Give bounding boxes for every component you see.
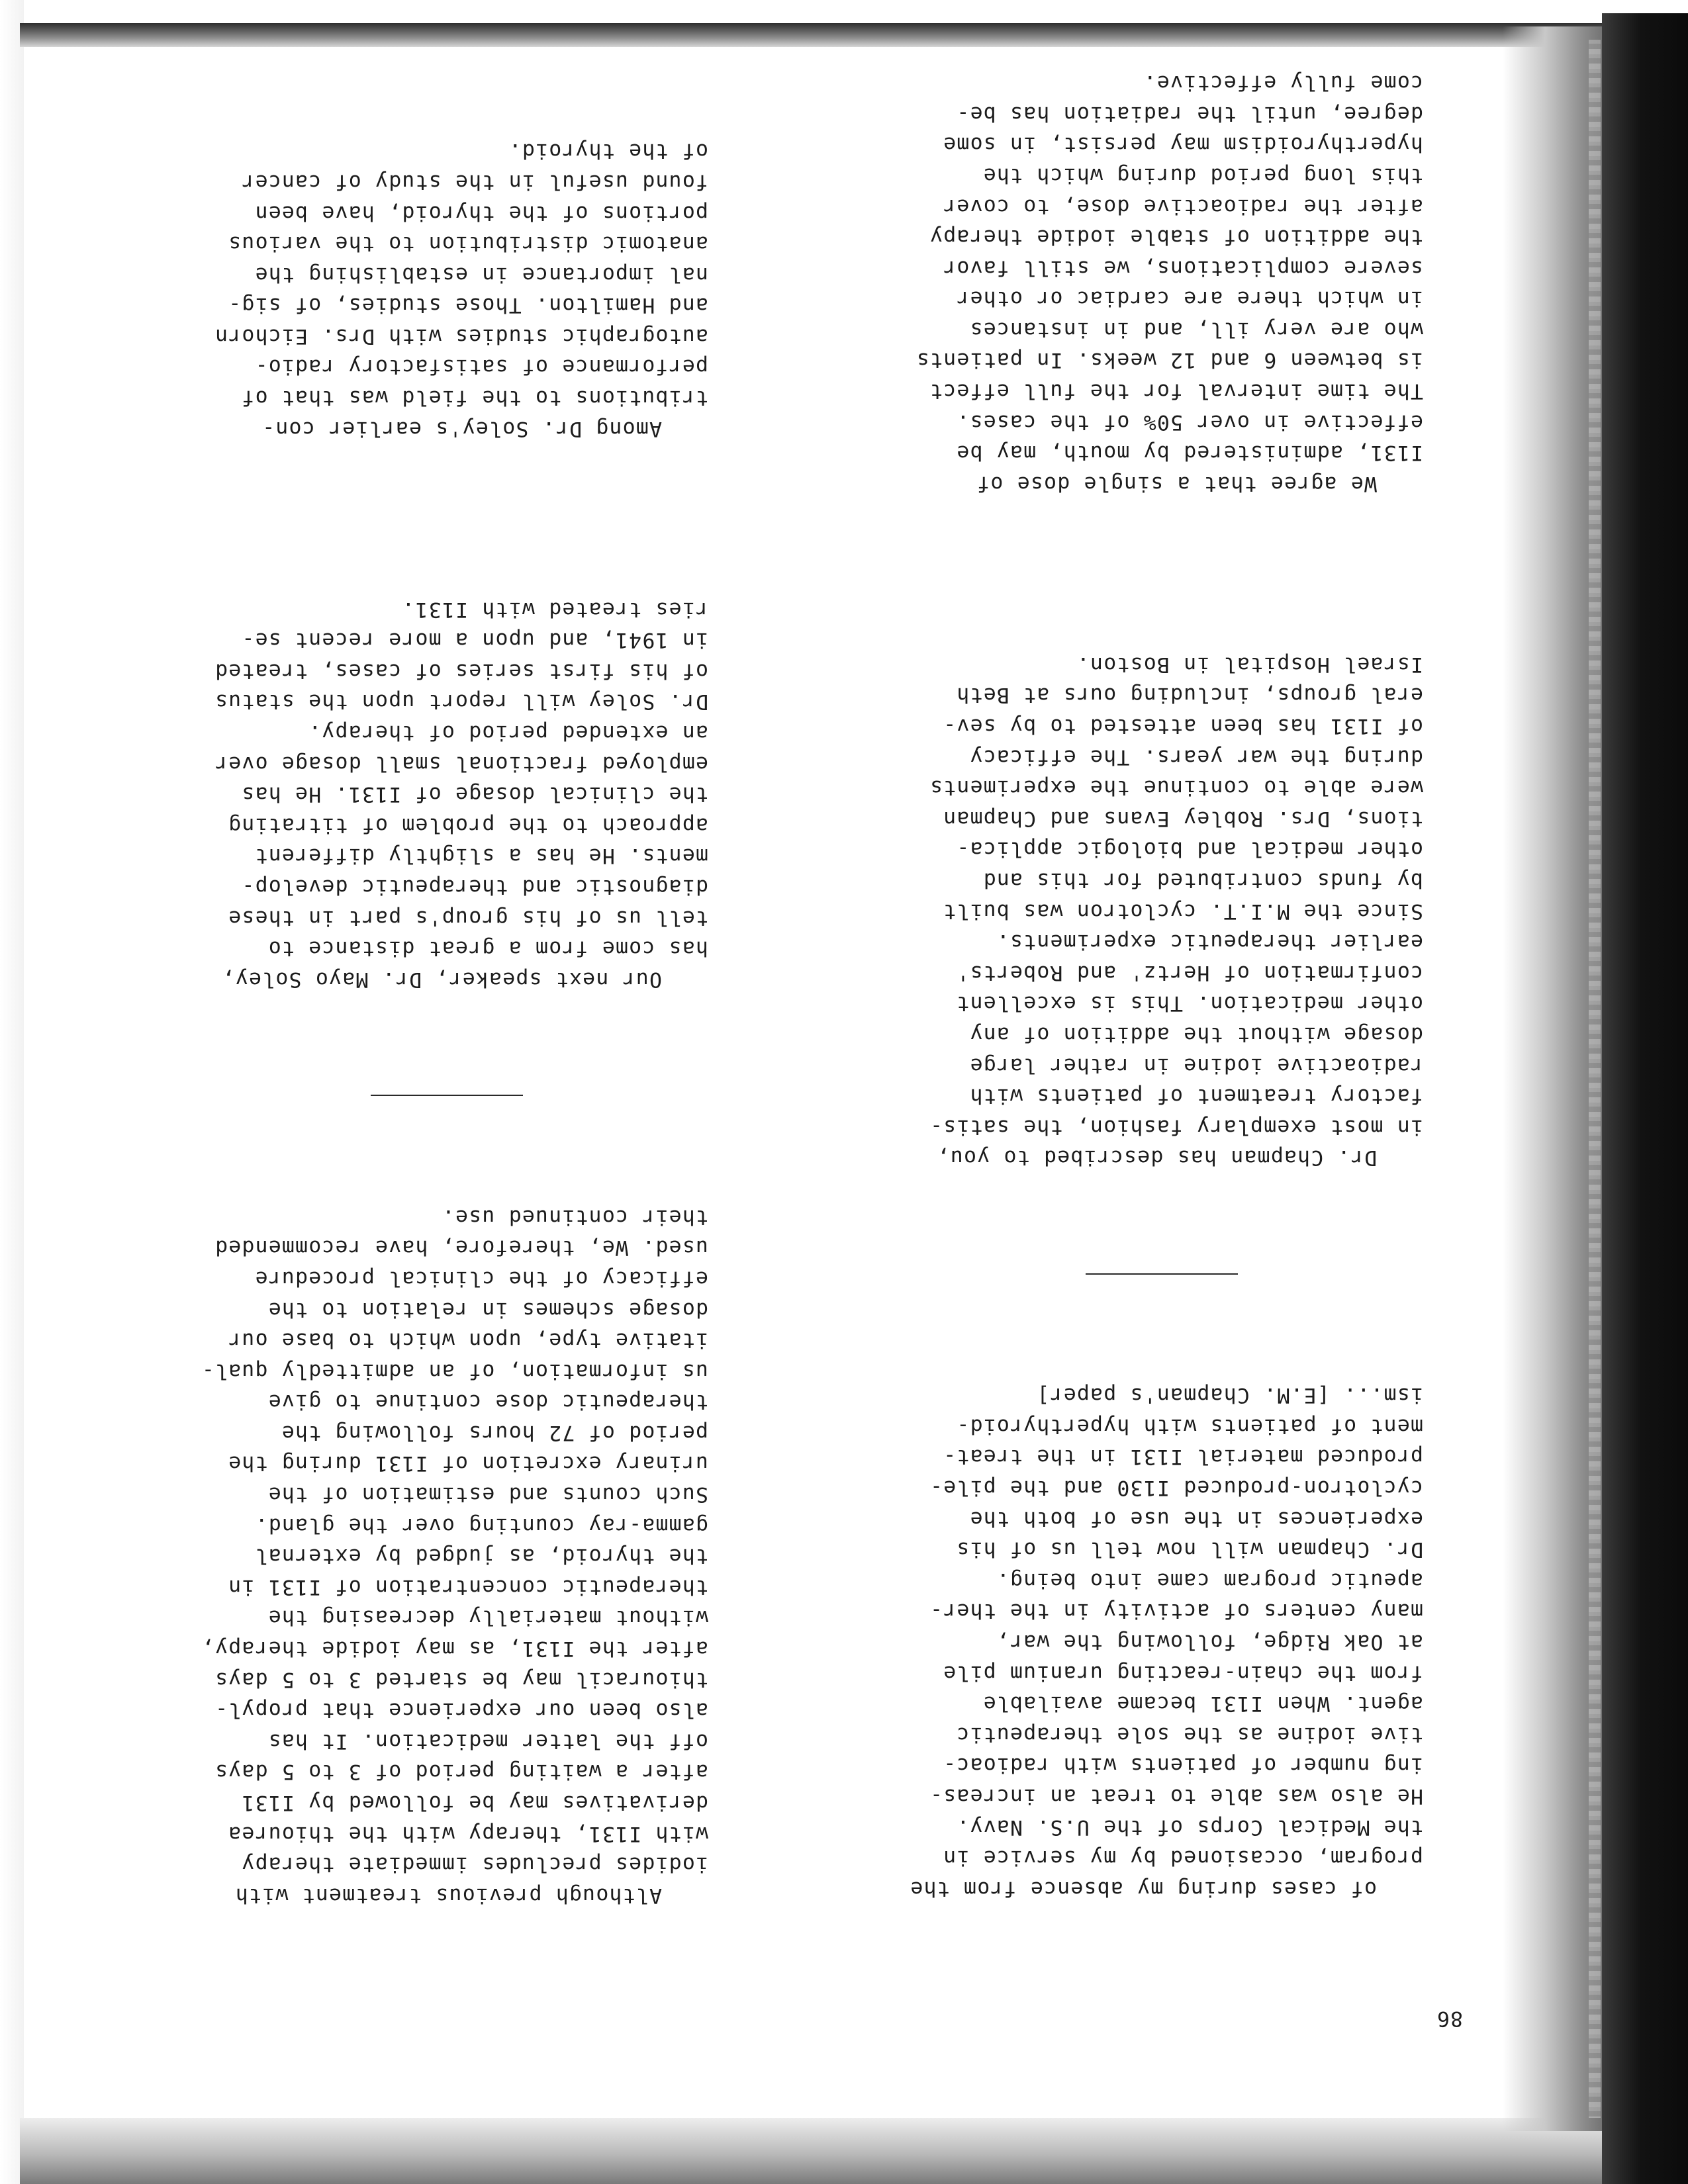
text-line: without materially decreasing the <box>267 1606 708 1630</box>
text-line: were able to continue the experiments <box>929 776 1423 800</box>
paragraph-gap <box>867 561 1423 587</box>
text-line: in most exemplary fashion, the satis- <box>929 1115 1423 1139</box>
text-line: produced material I131 in the treat- <box>943 1445 1423 1469</box>
paragraph <box>867 649 1423 1173</box>
text-line: approach to the problem of titrating <box>228 813 708 837</box>
text-line: I131, administered by mouth, may be <box>956 441 1423 465</box>
text-line: tributions to the field was that of <box>241 386 708 410</box>
text-line: radioactive iodine in rather large <box>969 1053 1423 1077</box>
paragraph <box>867 1380 1423 1904</box>
text-line: program, occasioned by my service in <box>943 1846 1423 1870</box>
text-line: used. We, therefore, have recommended <box>214 1236 708 1260</box>
section-divider <box>1086 1273 1238 1275</box>
paragraph <box>152 136 708 444</box>
left-column <box>867 5 1423 1966</box>
text-line: of the thyroid. <box>508 139 708 163</box>
paragraph <box>867 68 1423 499</box>
text-line: eral groups, including ours at Beth <box>956 683 1423 707</box>
text-line: performance of satisfactory radio- <box>254 355 708 379</box>
text-line: iodides precludes immediate therapy <box>241 1852 708 1877</box>
text-line: employed fractional small dosage over <box>214 751 708 776</box>
text-line: Our next speaker, Dr. Mayo Soley, <box>221 967 662 991</box>
text-line: many centers of activity in the ther- <box>929 1599 1423 1623</box>
text-line: ment of patients with hyperthyroid- <box>956 1414 1423 1438</box>
text-line: of I131 has been attested to by sev- <box>943 714 1423 739</box>
text-line: tions, Drs. Robley Evans and Chapman <box>943 806 1423 831</box>
paragraph-gap <box>152 48 708 74</box>
text-line: their continued use. <box>441 1205 708 1229</box>
text-line: also been our experience that propyl- <box>214 1698 708 1723</box>
book-spine <box>1602 13 1688 2184</box>
text-line: has come from a great distance to <box>267 936 708 961</box>
text-line: therapeutic dose continue to give <box>267 1390 708 1414</box>
text-line: dosage schemes in relation to the <box>267 1297 708 1322</box>
text-line: after the I131, as may iodide therapy, <box>201 1637 708 1661</box>
text-line: tell us of his group's part in these <box>228 905 708 930</box>
text-line: urinary excretion of I131 during the <box>228 1451 708 1476</box>
text-line: an extended period of therapy. <box>308 721 708 745</box>
text-line: agent. When I131 became available <box>982 1692 1423 1716</box>
text-line: degree, until the radiation has be- <box>956 101 1423 126</box>
text-line: found useful in the study of cancer <box>241 169 708 194</box>
text-line: Dr. Chapman will now tell us of his <box>956 1537 1423 1562</box>
text-line: period of 72 hours following the <box>281 1420 708 1445</box>
text-line: severe complications, we still favor <box>943 255 1423 280</box>
text-line: portions of the thyroid, have been <box>254 201 708 225</box>
text-line: tive iodine as the sole therapeutic <box>956 1722 1423 1747</box>
text-line: the addition of stable iodide therapy <box>929 225 1423 250</box>
text-line: from the chain-reacting uranium pile <box>943 1661 1423 1685</box>
text-line: us information, of an admittedly qual- <box>201 1359 708 1383</box>
text-line: of cases during my absence from the <box>910 1876 1377 1901</box>
text-line: at Oak Ridge, following the war, <box>996 1630 1423 1655</box>
text-line: diagnostic and therapeutic develop- <box>241 875 708 899</box>
text-line: He also was able to treat an increas- <box>929 1784 1423 1809</box>
text-line: the thyroid, as judged by external <box>254 1544 708 1569</box>
text-line: derivatives may be followed by I131 <box>241 1791 708 1815</box>
text-line: Such counts and estimation of the <box>267 1482 708 1507</box>
text-line: cyclotron-produced I130 and the pile- <box>929 1476 1423 1500</box>
text-line: efficacy of the clinical procedure <box>254 1266 708 1291</box>
text-line: ing number of patients with radioac- <box>943 1753 1423 1778</box>
text-line: gamma-ray counting over the gland. <box>254 1513 708 1537</box>
text-line: Dr. Chapman has described to you, <box>936 1146 1377 1170</box>
text-line: other medication. This is excellent <box>956 991 1423 1016</box>
text-line: after a waiting period of 3 to 5 days <box>214 1760 708 1784</box>
text-line: itative type, upon which to base our <box>228 1328 708 1353</box>
section-divider <box>371 1095 523 1096</box>
paragraph-gap <box>152 506 708 532</box>
text-line: who are very ill, and in instances <box>969 317 1423 341</box>
text-line: after the radioactive dose, to cover <box>943 194 1423 218</box>
text-line: come fully effective. <box>1143 71 1423 95</box>
text-line: other medical and biologic applica- <box>956 837 1423 862</box>
text-line: factory treatment of patients with <box>969 1084 1423 1109</box>
text-line: autographic studies with Drs. Eichorn <box>214 324 708 348</box>
text-line: effective in over 50% of the cases. <box>956 410 1423 434</box>
text-line: thiouracil may be started 3 to 5 days <box>214 1667 708 1692</box>
text-line: apeutic program came into being. <box>996 1568 1423 1592</box>
paragraph <box>152 594 708 995</box>
text-line: experiences in the use of both the <box>969 1506 1423 1531</box>
text-line: confirmation of Hertz' and Roberts' <box>956 960 1423 985</box>
right-column <box>152 0 708 1972</box>
text-line: by funds contributed for this and <box>982 868 1423 892</box>
text-line: We agree that a single dose of <box>976 471 1377 496</box>
text-line: ries treated with I131. <box>401 597 708 621</box>
text-line: Although previous treatment with <box>234 1883 662 1907</box>
text-line: in 1941, and upon a more recent se- <box>241 628 708 653</box>
paragraph <box>152 1201 708 1911</box>
text-line: earlier therapeutic experiments. <box>996 930 1423 954</box>
text-line: ments. He has a slightly different <box>254 844 708 868</box>
text-line: in which there are cardiac or other <box>956 287 1423 311</box>
text-line: is between 6 and 12 weeks. In patients <box>915 348 1423 373</box>
text-line: the clinical dosage of I131. He has <box>241 782 708 807</box>
text-line: hyperthyroidism may persist, in some <box>943 132 1423 157</box>
text-line: Israel Hospital in Boston. <box>1076 652 1423 676</box>
text-line: The time interval for the full effect <box>929 379 1423 404</box>
text-line: during the war years. The efficacy <box>969 745 1423 769</box>
text-line: anatomic distribution to the various <box>228 232 708 256</box>
text-line: and Hamilton. Those studies, of sig- <box>228 293 708 318</box>
text-line: Dr. Soley will report upon the status <box>214 690 708 714</box>
text-line: Since the M.I.T. cyclotron was built <box>943 899 1423 923</box>
book-spine-texture <box>1589 40 1601 2118</box>
text-line: dosage without the addition of any <box>969 1022 1423 1046</box>
text-line: nal importance in establishing the <box>254 262 708 287</box>
text-line: Among Dr. Soley's earlier con- <box>261 416 662 441</box>
text-line: of his first series of cases, treated <box>214 659 708 683</box>
text-line: this long period during which the <box>982 163 1423 187</box>
text-line: with I131, therapy with the thiourea <box>228 1821 708 1846</box>
text-line: the Medical Corps of the U.S. Navy. <box>956 1815 1423 1839</box>
page-number: 86 <box>1436 2007 1463 2030</box>
text-line: therapeutic concentration of I131 in <box>228 1574 708 1599</box>
text-line: ism... [E.M. Chapman's paper] <box>1036 1383 1423 1408</box>
text-line: off the latter medication. It has <box>267 1729 708 1753</box>
